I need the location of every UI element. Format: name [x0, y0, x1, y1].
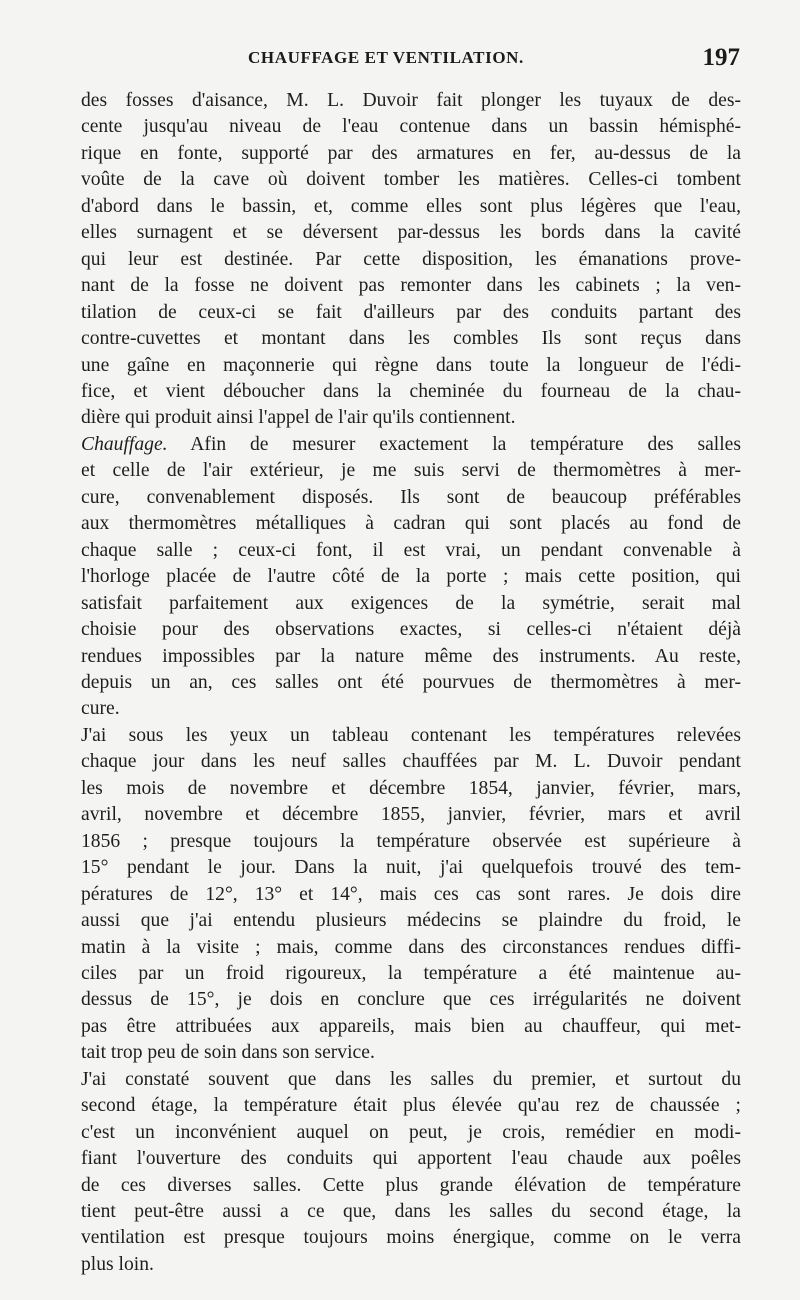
text-line: cente jusqu'au niveau de l'eau contenue dans un bassin hémisphé-: [81, 116, 741, 138]
text-line: plus loin.: [81, 1253, 154, 1275]
page-header: [80, 44, 740, 78]
text-line: c'est un inconvénient auquel on peut, je crois, remédier en modi-: [81, 1121, 741, 1143]
text-line: tait trop peu de soin dans son service.: [81, 1042, 375, 1064]
text-line: satisfait parfaitement aux exigences de la symétrie, serait mal: [81, 592, 741, 614]
text-line: J'ai sous les yeux un tableau contenant les températures relevées: [81, 724, 741, 746]
text-line: avril, novembre et décembre 1855, janvier, février, mars et avril: [81, 804, 741, 826]
text-line: qui leur est destinée. Par cette disposition, les émanations prove-: [81, 248, 741, 270]
text-line: tilation de ceux-ci se fait d'ailleurs par des conduits partant des: [81, 301, 741, 323]
text-line: une gaîne en maçonnerie qui règne dans toute la longueur de l'édi-: [81, 354, 741, 376]
text-line: pas être attribuées aux appareils, mais bien au chauffeur, qui met-: [81, 1015, 741, 1037]
text-line: voûte de la cave où doivent tomber les matières. Celles-ci tombent: [81, 169, 741, 191]
section-lead-italic: Chauffage.: [81, 433, 168, 455]
text-line: des fosses d'aisance, M. L. Duvoir fait plonger les tuyaux de des-: [81, 90, 741, 111]
text-line: chaque jour dans les neuf salles chauffées par M. L. Duvoir pendant: [81, 751, 741, 773]
text-line: pératures de 12°, 13° et 14°, mais ces cas sont rares. Je dois dire: [81, 883, 741, 905]
text-line: dière qui produit ainsi l'appel de l'air qu'ils contiennent.: [81, 407, 516, 429]
text-line: et celle de l'air extérieur, je me suis servi de thermomètres à mer-: [81, 460, 741, 482]
text-line: matin à la visite ; mais, comme dans des circonstances rendues diffi-: [81, 936, 741, 958]
paragraph: [81, 723, 741, 1067]
text-line: second étage, la température était plus élevée qu'au rez de chaussée ;: [81, 1095, 741, 1117]
text-line: dessus de 15°, je dois en conclure que ces irrégularités ne doivent: [81, 989, 741, 1011]
text-line: rendues impossibles par la nature même des instruments. Au reste,: [81, 645, 741, 667]
text-line: aux thermomètres métalliques à cadran qui sont placés au fond de: [81, 513, 741, 535]
text-line: aussi que j'ai entendu plusieurs médecins se plaindre du froid, le: [81, 910, 741, 932]
text-line: tient peut-être aussi a ce que, dans les salles du second étage, la: [81, 1201, 741, 1223]
text-line: de ces diverses salles. Cette plus grande élévation de température: [81, 1174, 741, 1196]
text-line: depuis un an, ces salles ont été pourvues de thermomètres à mer-: [81, 671, 741, 693]
text-line: Chauffage. Afin de mesurer exactement la température des salles: [81, 433, 741, 455]
text-line: 15° pendant le jour. Dans la nuit, j'ai quelquefois trouvé des tem-: [81, 857, 741, 879]
running-title: CHAUFFAGE ET VENTILATION.: [248, 48, 524, 67]
paragraph: [81, 88, 741, 432]
paragraph: [81, 1067, 741, 1279]
text-line: nant de la fosse ne doivent pas remonter dans les cabinets ; la ven-: [81, 275, 741, 297]
text-line: 1856 ; presque toujours la température observée est supérieure à: [81, 830, 741, 852]
text-line: contre-cuvettes et montant dans les combles Ils sont reçus dans: [81, 328, 741, 350]
text-line: chaque salle ; ceux-ci font, il est vrai, un pendant convenable à: [81, 539, 741, 561]
text-line: elles surnagent et se déversent par-dessus les bords dans la cavité: [81, 222, 741, 244]
text-line: d'abord dans le bassin, et, comme elles sont plus légères que l'eau,: [81, 195, 741, 217]
text-line: ventilation est presque toujours moins énergique, comme on le verra: [81, 1227, 741, 1249]
text-line: choisie pour des observations exactes, si celles-ci n'étaient déjà: [81, 619, 741, 641]
text-line: fice, et vient déboucher dans la cheminée du fourneau de la chau-: [81, 380, 741, 402]
text-line: l'horloge placée de l'autre côté de la porte ; mais cette position, qui: [81, 566, 741, 588]
text-line: les mois de novembre et décembre 1854, janvier, février, mars,: [81, 777, 741, 799]
text-line: ciles par un froid rigoureux, la température a été maintenue au-: [81, 962, 741, 984]
text-line: fiant l'ouverture des conduits qui apportent l'eau chaude aux poêles: [81, 1148, 741, 1170]
text-line: J'ai constaté souvent que dans les salles du premier, et surtout du: [81, 1068, 741, 1090]
body-text: [81, 88, 741, 1278]
paragraph: [81, 432, 741, 723]
page-number: 197: [702, 44, 740, 71]
text-line: cure, convenablement disposés. Ils sont de beaucoup préférables: [81, 486, 741, 508]
text-line: cure.: [81, 698, 120, 720]
text-line: rique en fonte, supporté par des armatures en fer, au-dessus de la: [81, 142, 741, 164]
